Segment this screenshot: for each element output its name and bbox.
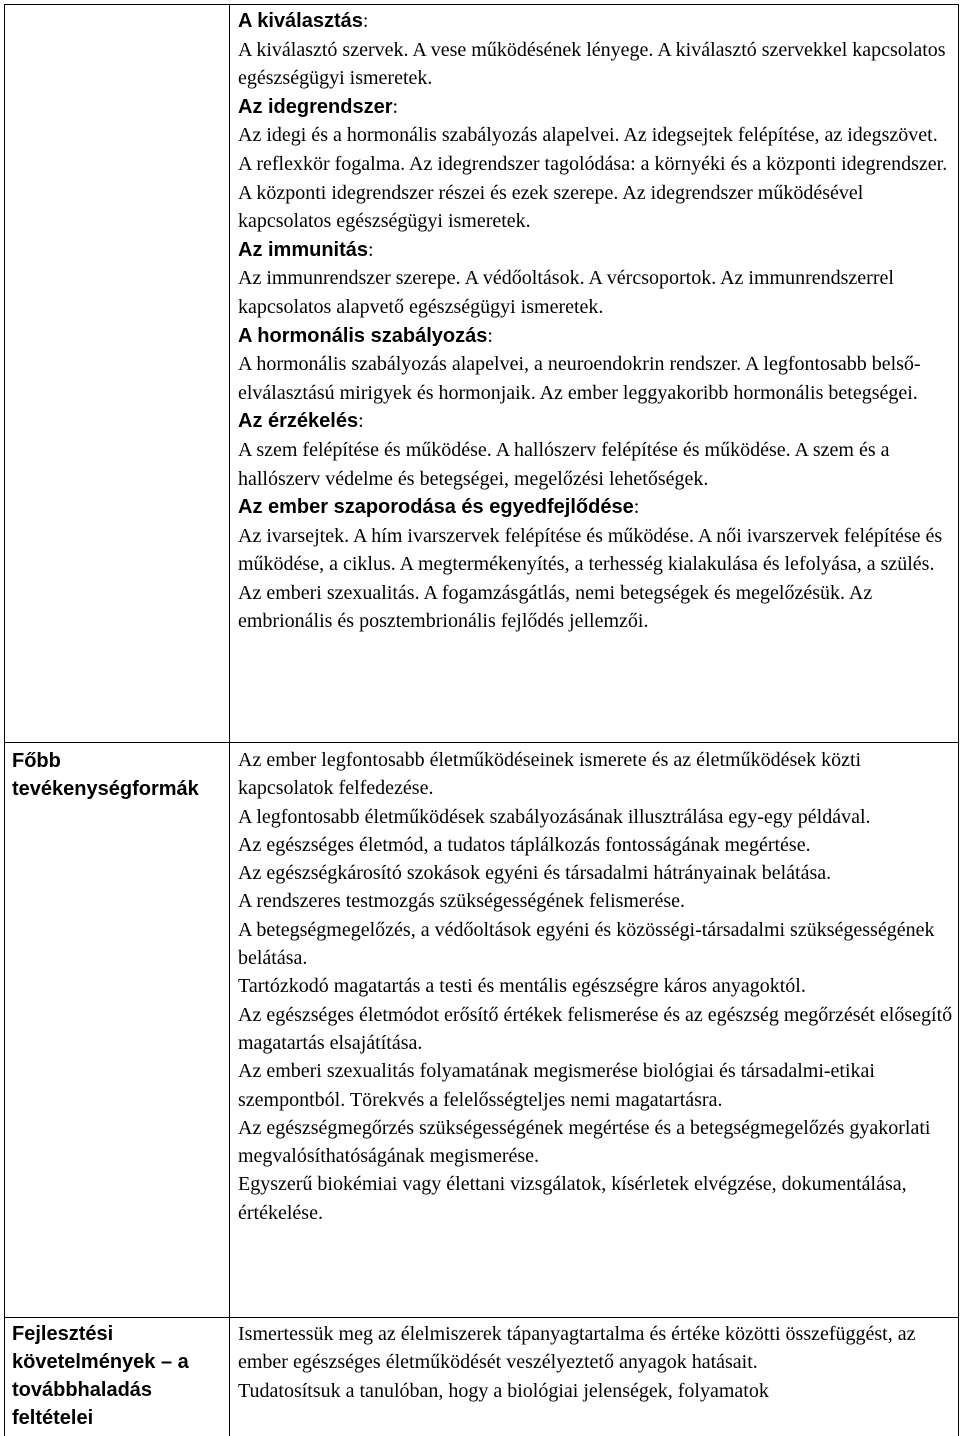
topic-excretion: [238, 7, 954, 93]
topic-heading: Az ember szaporodása és egyedfejlődése: [238, 496, 634, 519]
topic-text: A kiválasztó szervek. A vese működésének lényege. A kiválasztó szervekkel kapcsolatos egészségügyi ismeretek.: [238, 38, 946, 90]
topic-heading-suffix: :: [487, 324, 493, 347]
row-divider-2: [4, 1317, 958, 1318]
requirement-item: Ismertessük meg az élelmiszerek tápanyagtartalma és értéke közötti összefüggést, az ember egészséges életműködését veszélyeztető anyagok hatásait.: [238, 1323, 916, 1374]
topic-text: A szem felépítése és működése. A hallószerv felépítése és működése. A szem és a hallószerv védelme és betegségei, megelőzési lehetőségek.: [238, 438, 890, 490]
activity-item: Az emberi szexualitás folyamatának megismerése biológiai és társadalmi-etikai szempontból. Törekvés a felelősségteljes nemi magatartásra.: [238, 1060, 875, 1111]
row-divider-1: [4, 742, 958, 743]
requirement-item: Tudatosítsuk a tanulóban, hogy a biológiai jelenségek, folyamatok: [238, 1379, 769, 1402]
topic-nervous-system: [238, 93, 954, 236]
topic-heading-suffix: :: [392, 95, 399, 118]
topic-text: Az idegi és a hormonális szabályozás alapelvei. Az idegsejtek felépítése, az idegszövet. A reflexkör fogalma. Az idegrendszer tagolódása: a környéki és a központi idegrendszer. A központi idegrendszer részei és ezek szerepe. Az idegrendszer működésével kapcsolatos egészségügyi ismeretek.: [238, 124, 948, 233]
topic-hormonal: [238, 322, 954, 408]
topic-heading: A hormonális szabályozás: [238, 324, 488, 347]
topic-heading: Az idegrendszer: [238, 95, 393, 118]
topic-heading-suffix: :: [633, 496, 640, 519]
table-border-left: [4, 4, 5, 1436]
topic-heading: A kiválasztás: [238, 10, 363, 32]
topic-heading: Az immunitás: [238, 238, 369, 261]
activity-item: A legfontosabb életműködések szabályozásának illusztrálása egy-egy példával.: [238, 805, 871, 828]
topic-reproduction: [238, 493, 954, 636]
topic-heading-suffix: :: [358, 410, 364, 433]
activity-item: Az ember legfontosabb életműködéseinek ismerete és az életműködések közti kapcsolatok felfedezése.: [238, 749, 862, 800]
topic-immunity: [238, 236, 954, 322]
activity-item: A rendszeres testmozgás szükségességének felismerése.: [238, 890, 686, 913]
topic-text: A hormonális szabályozás alapelvei, a neuroendokrin rendszer. A legfontosabb belső-elválasztású mirigyek és hormonjaik. Az ember leggyakoribb hormonális betegségei.: [238, 353, 921, 404]
activity-item: Az egészséges életmód, a tudatos táplálkozás fontosságának megértése.: [238, 833, 811, 856]
topic-text: Az ivarsejtek. A hím ivarszervek felépítése és működése. A női ivarszervek felépítése és működése, a ciklus. A megtermékenyítés, a terhesség kialakulása és lefolyása, a szülés. Az emberi szexualitás. A fogamzásgátlás, nemi betegségek és megelőzésük. Az embrionális és posztembrionális fejlődés jellemzői.: [238, 524, 943, 633]
activity-item: Tartózkodó magatartás a testi és mentális egészségre káros anyagoktól.: [238, 975, 806, 998]
activity-item: Az egészségkárosító szokások egyéni és társadalmi hátrányainak belátása.: [238, 862, 832, 885]
activity-item: Egyszerű biokémiai vagy élettani vizsgálatok, kísérletek elvégzése, dokumentálása, értékelése.: [238, 1173, 907, 1224]
requirements-cell: [238, 1320, 954, 1405]
topic-heading-suffix: :: [368, 238, 374, 261]
topic-heading: Az érzékelés: [238, 410, 359, 433]
content-cell: [238, 7, 954, 636]
activities-label: Főbb tevékenységformák: [12, 750, 199, 800]
activity-item: Az egészségmegőrzés szükségességének megértése és a betegségmegelőzés gyakorlati megvalósíthatóságának megismerése.: [238, 1116, 931, 1168]
topic-heading-suffix: :: [362, 10, 369, 32]
activity-item: A betegségmegelőzés, a védőoltások egyéni és közösségi-társadalmi szükségességének belátása.: [238, 918, 935, 970]
table-border-top: [4, 4, 958, 5]
topic-text: Az immunrendszer szerepe. A védőoltások. A vércsoportok. Az immunrendszerrel kapcsolatos alapvető egészségügyi ismeretek.: [238, 267, 894, 318]
column-divider: [229, 4, 230, 1436]
activity-item: Az egészséges életmódot erősítő értékek felismerése és az egészség megőrzését elősegítő magatartás elsajátítása.: [238, 1003, 953, 1054]
topic-sensing: [238, 407, 954, 493]
activities-cell: [238, 746, 954, 1227]
requirements-label: Fejlesztési követelmények – a továbbhaladás feltételei: [12, 1323, 189, 1429]
table-border-right: [958, 4, 959, 1436]
